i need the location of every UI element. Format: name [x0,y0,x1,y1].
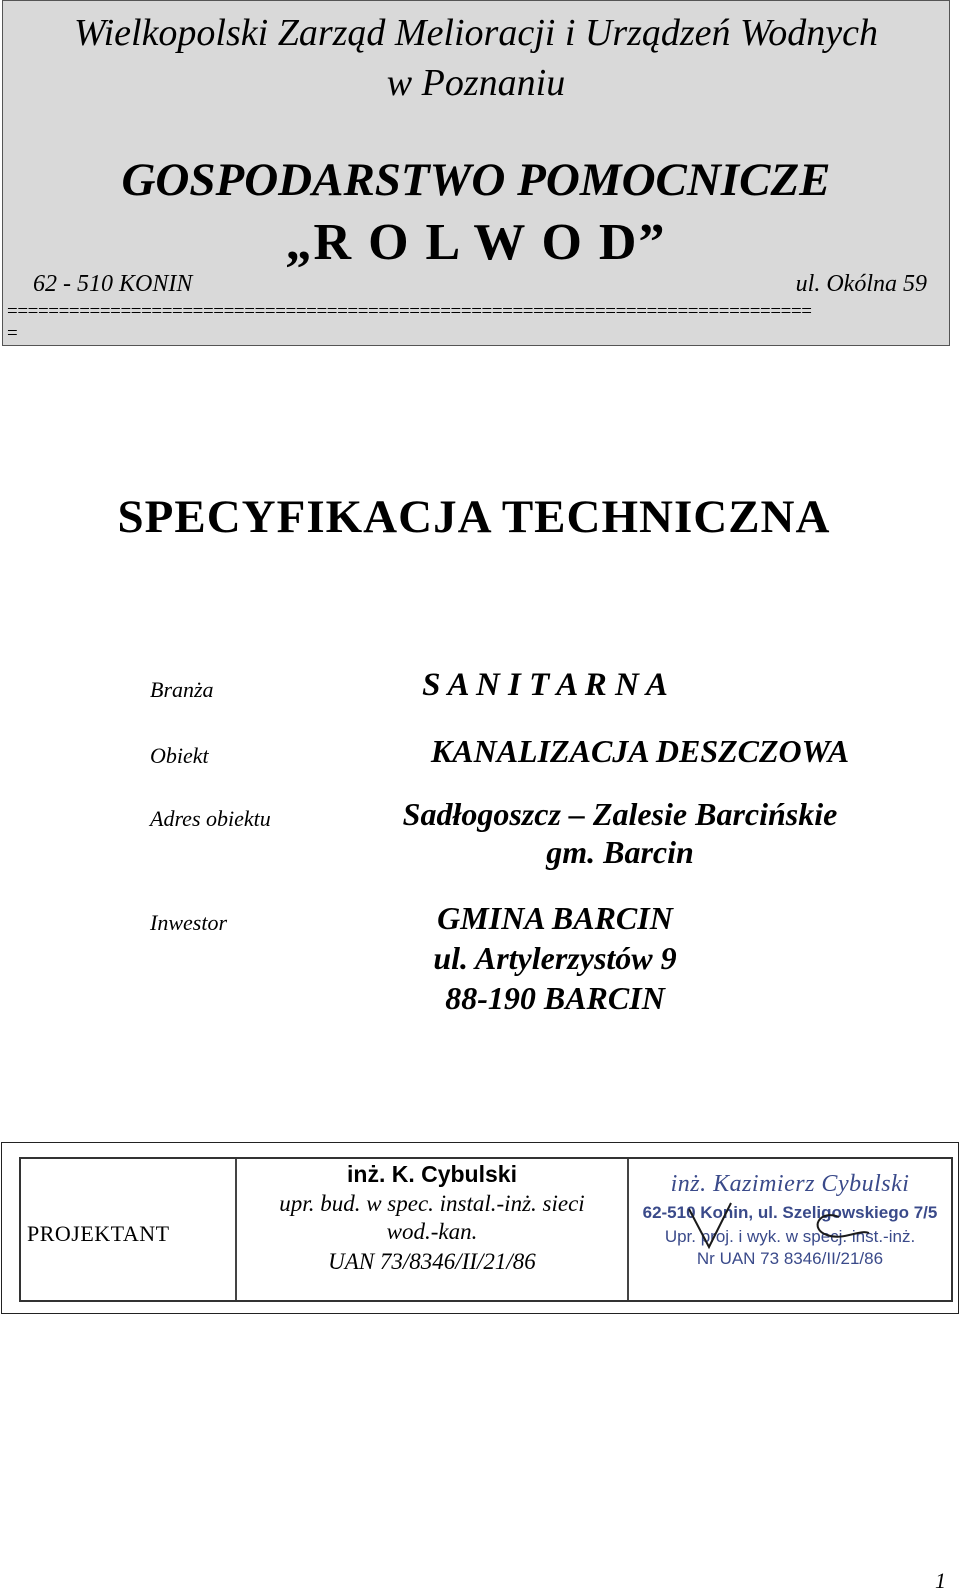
adres-label: Adres obiektu [150,806,271,831]
inwestor-label: Inwestor [150,910,227,935]
stamp-name: inż. Kazimierz Cybulski [670,1171,910,1197]
adres-value-1: Sadłogoszcz – Zalesie Barcińskie [402,796,838,832]
stamp-address: 62-510 Konin, ul. Szeligowskiego 7/5 [642,1203,938,1222]
org-name-line1: Wielkopolski Zarząd Melioracji i Urządzeń Wodnych [74,12,878,54]
address-street: ul. Okólna 59 [795,271,927,297]
inwestor-value-3: 88-190 BARCIN [445,980,665,1016]
separator-line: ============================================================================== [7,301,812,322]
separator-tail: = [7,323,18,344]
stamp-qualification: Upr. proj. i wyk. w specj. inst.-inż. [664,1227,916,1246]
inwestor-value-1: GMINA BARCIN [437,900,673,936]
inwestor-value-2: ul. Artylerzystów 9 [433,940,677,976]
letterhead-box [2,0,950,346]
designer-qualification-1: upr. bud. w spec. instal.-inż. sieci [279,1191,585,1216]
page-number: 1 [935,1568,946,1593]
branza-label: Branża [150,677,214,702]
designer-license: UAN 73/8346/II/21/86 [328,1249,536,1274]
branza-value: S A N I T A R N A [422,667,668,703]
stamp-license: Nr UAN 73 8346/II/21/86 [696,1249,884,1268]
address-city: 62 - 510 KONIN [33,271,193,297]
document-title: SPECYFIKACJA TECHNICZNA [117,491,831,543]
obiekt-label: Obiekt [150,743,209,768]
org-name-line2: w Poznaniu [386,62,566,104]
role-cell [21,1159,237,1300]
brand-name: „R O L W O D” [285,214,667,271]
adres-value-2: gm. Barcin [546,834,694,870]
role-label: PROJEKTANT [27,1221,170,1246]
handwritten-signature-icon [669,1189,919,1259]
obiekt-value: KANALIZACJA DESZCZOWA [430,733,850,769]
credentials-cell [237,1159,629,1300]
designer-signature-table [19,1157,953,1302]
unit-name: GOSPODARSTWO POMOCNICZE [121,154,831,206]
stamp-cell [629,1159,951,1300]
designer-signature-frame [1,1142,959,1314]
designer-name: inż. K. Cybulski [347,1161,517,1187]
designer-qualification-2: wod.-kan. [386,1219,478,1244]
